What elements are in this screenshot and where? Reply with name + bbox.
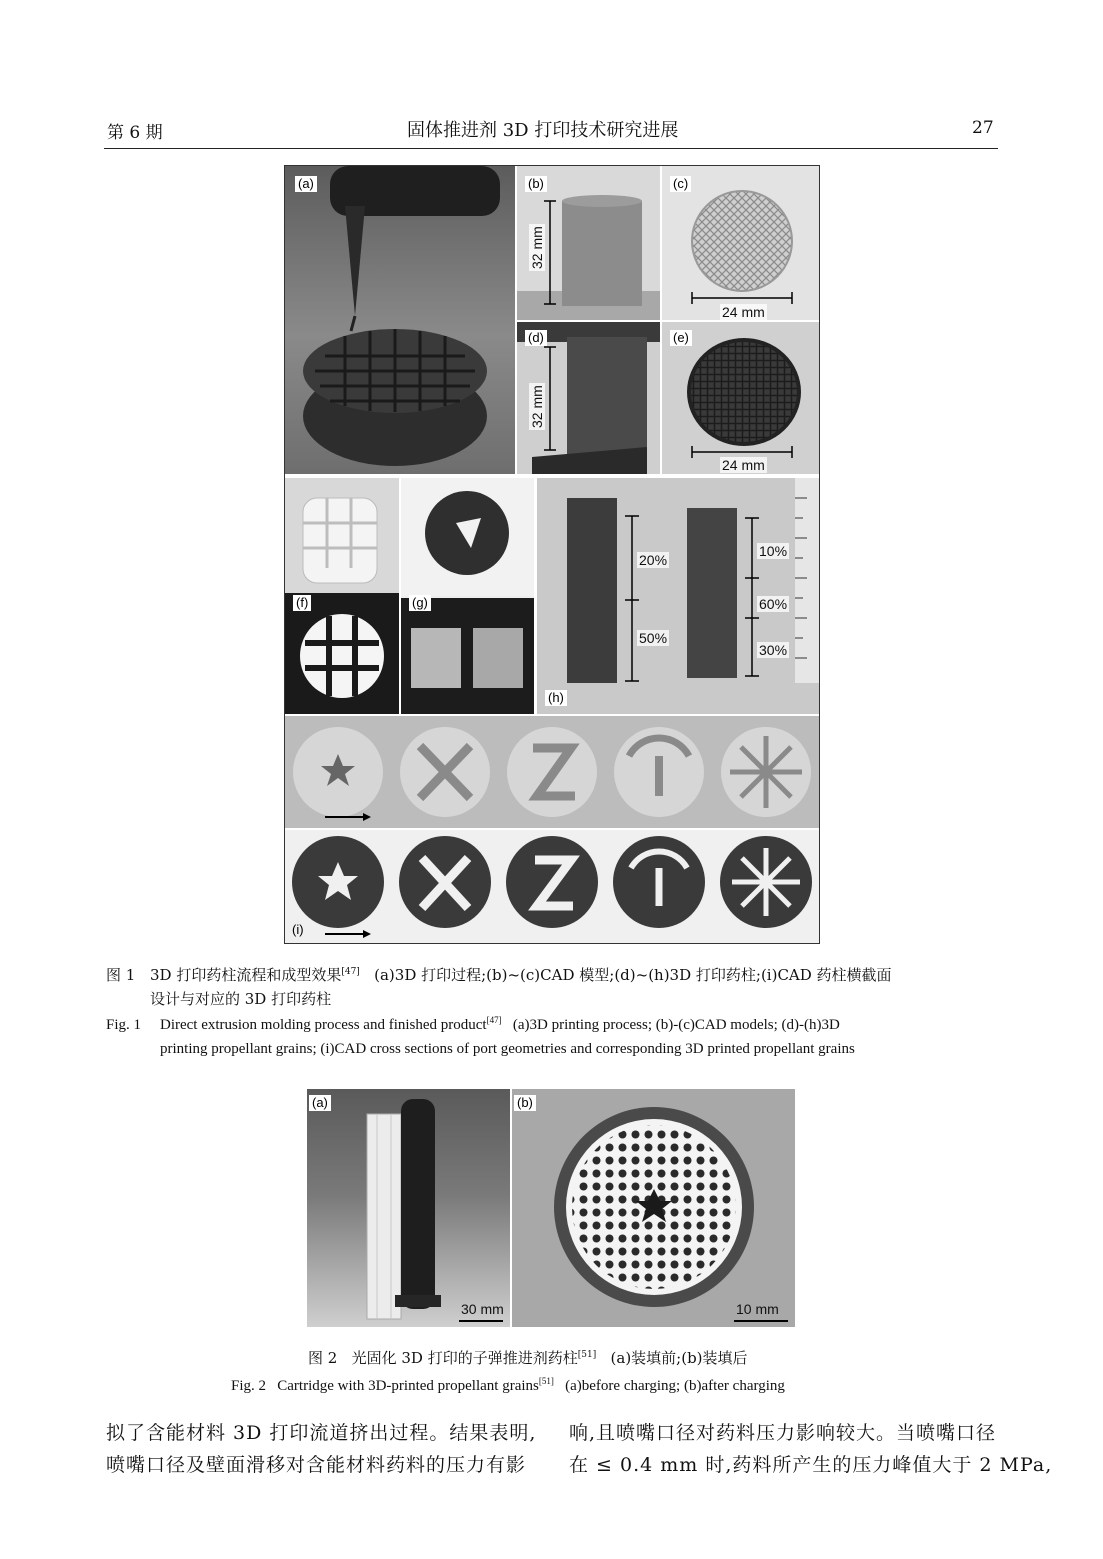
dim-h-right-top: 10% [759, 543, 788, 559]
panel-c-cad [662, 166, 819, 320]
fig1-caption-en-label: Fig. 1 [106, 1017, 142, 1033]
dim-h-left-top: 20% [639, 552, 668, 568]
panel-f-photo [285, 478, 399, 714]
page-number: 27 [972, 118, 994, 138]
panel-label-f: (f) [293, 595, 311, 611]
body-left-line2: 喷嘴口径及壁面滑移对含能材料药料的压力有影 [106, 1454, 527, 1476]
fig2-caption-cn-ref: [51] [577, 1350, 597, 1360]
fig1-caption-en-line2: printing propellant grains; (i)CAD cross sections of port geometries and corresponding 3D printed propellant grains [160, 1041, 855, 1057]
scale-bar-2a: 30 mm [461, 1301, 504, 1317]
fig1-caption-en-line1 [160, 1014, 1000, 1037]
grain-and-cartridge [307, 1089, 510, 1327]
body-right-line2: 在 ≤ 0.4 mm 时,药料所产生的压力峰值大于 2 MPa, [569, 1454, 1053, 1476]
fig1-caption-en-rest: (a)3D printing process; (b)-(c)CAD models; (d)-(h)3D [512, 1017, 840, 1033]
panel-2b-photo [512, 1089, 795, 1327]
dim-h-right-mid: 60% [759, 596, 788, 612]
fig2-caption-en-text: Cartridge with 3D-printed propellant grains [277, 1378, 539, 1394]
cad-port-geometries [285, 716, 819, 828]
fig2-caption-cn [308, 1347, 748, 1370]
fig1-caption-en-ref: [47] [486, 1015, 502, 1025]
fig1-caption-en-text: Direct extrusion molding process and finished product [160, 1017, 487, 1033]
panel-label-b: (b) [525, 176, 547, 192]
panel-label-d: (d) [525, 330, 547, 346]
panel-i-cad-row [285, 716, 819, 828]
figure-1 [284, 165, 820, 944]
dim-d-height: 32 mm [529, 385, 545, 428]
dim-b-height: 32 mm [529, 226, 545, 269]
fig2-caption-en-ref: [51] [538, 1376, 554, 1386]
panel-label-i: (i) [292, 922, 304, 937]
panel-b-cad [517, 166, 660, 320]
fig2-caption-cn-rest: (a)装填前;(b)装填后 [610, 1349, 748, 1367]
panel-label-h: (h) [545, 690, 567, 706]
charged-cartridge-top [512, 1089, 795, 1327]
scale-bar-2b: 10 mm [736, 1301, 779, 1317]
fig2-caption-cn-text: 光固化 3D 打印的子弹推进剂药柱 [351, 1349, 578, 1367]
panel-d-photo [517, 322, 660, 474]
panel-i-printed-row [285, 830, 819, 943]
fig2-caption-en-label: Fig. 2 [231, 1378, 267, 1394]
dim-e-width: 24 mm [722, 457, 765, 473]
panel-label-c: (c) [670, 176, 691, 192]
printed-port-geometries [285, 830, 819, 943]
fig1-caption-cn-label: 图 1 [106, 966, 136, 984]
fig2-caption-en-rest: (a)before charging; (b)after charging [565, 1378, 785, 1394]
figure-2 [307, 1089, 795, 1327]
dim-h-left-bottom: 50% [639, 630, 668, 646]
body-left-line1: 拟了含能材料 3D 打印流道挤出过程。结果表明, [106, 1422, 537, 1444]
dim-h-right-bottom: 30% [759, 642, 788, 658]
dim-c-width: 24 mm [722, 304, 765, 320]
panel-2a-photo [307, 1089, 510, 1327]
panel-label-g: (g) [409, 595, 431, 611]
panel-label-e: (e) [670, 330, 692, 346]
panel-label-a: (a) [295, 176, 317, 192]
panel-label-2b: (b) [514, 1095, 536, 1111]
fig1-caption-cn-text: 3D 打印药柱流程和成型效果 [150, 966, 342, 984]
body-right-line1: 响,且喷嘴口径对药料压力影响较大。当喷嘴口径 [569, 1422, 997, 1444]
printing-nozzle-and-grain-illustration [285, 166, 515, 474]
fig1-caption-cn-line1 [150, 964, 1000, 987]
panel-label-2a: (a) [309, 1095, 331, 1111]
header-rule [104, 148, 998, 149]
fig1-caption-cn-ref: [47] [341, 967, 360, 977]
panel-e-photo [662, 322, 819, 474]
fig1-caption-cn-rest: (a)3D 打印过程;(b)~(c)CAD 模型;(d)~(h)3D 打印药柱;(i)CAD 药柱横截面 [374, 966, 892, 984]
panel-g-photo [401, 478, 534, 714]
fig1-caption-cn-line2: 设计与对应的 3D 打印药柱 [150, 990, 332, 1008]
running-title: 固体推进剂 3D 打印技术研究进展 [407, 120, 679, 141]
fig2-caption-en [231, 1375, 785, 1398]
issue-number: 第 6 期 [107, 123, 163, 143]
fig2-caption-cn-label: 图 2 [308, 1349, 338, 1367]
panel-h-photo [537, 478, 819, 714]
panel-a-photo [285, 166, 515, 474]
